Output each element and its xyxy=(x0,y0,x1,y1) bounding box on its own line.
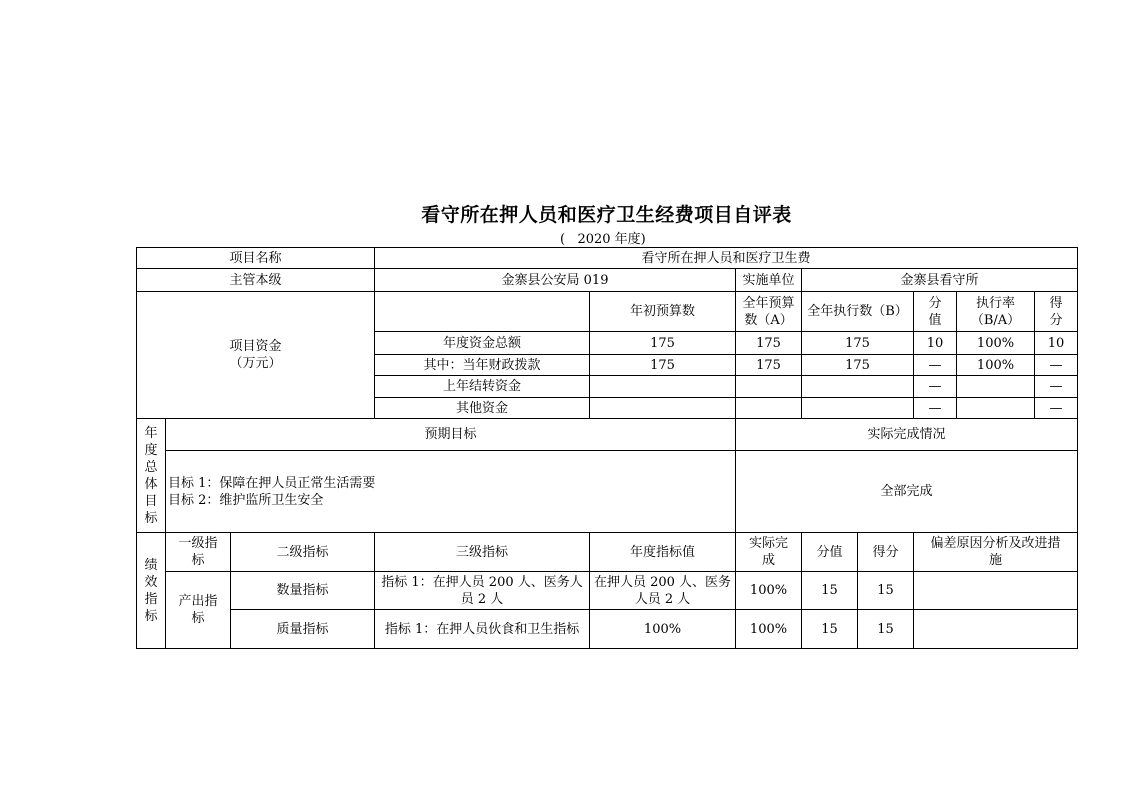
funds-row-score: — xyxy=(914,376,957,398)
indicator-score: 15 xyxy=(802,610,858,649)
actual-completion-value: 全部完成 xyxy=(736,451,1078,533)
full-year-budget-header: 全年预算数（A） xyxy=(736,292,802,332)
funds-row-got: — xyxy=(1035,355,1078,376)
expected-goals xyxy=(166,451,736,533)
goal-header-row xyxy=(137,419,1078,451)
deviation-header: 偏差原因分析及改进措 施 xyxy=(914,533,1078,572)
funds-row-rate xyxy=(957,398,1035,419)
annual-value-header: 年度指标值 xyxy=(590,533,736,572)
funds-row-score: — xyxy=(914,355,957,376)
level1-header: 一级指 标 xyxy=(166,533,231,572)
funds-row-start: 175 xyxy=(590,332,736,355)
score-header: 分值 xyxy=(802,533,858,572)
funds-row-start xyxy=(590,376,736,398)
performance-indicator-label: 绩 效 指 标 xyxy=(137,533,166,649)
project-name-label: 项目名称 xyxy=(137,248,375,269)
indicator-level3: 指标 1：在押人员 200 人、医务人员 2 人 xyxy=(375,572,590,610)
indicator-got: 15 xyxy=(858,572,914,610)
goal-1: 目标 1：保障在押人员正常生活需要 xyxy=(168,475,376,491)
implementer-value: 金寨县看守所 xyxy=(802,269,1078,292)
funds-row-label: 其他资金 xyxy=(375,398,590,419)
funds-corner-cell xyxy=(375,292,590,332)
funds-row-exec: 175 xyxy=(802,332,914,355)
indicator-row xyxy=(137,610,1078,649)
indicator-score: 15 xyxy=(802,572,858,610)
indicator-level3: 指标 1：在押人员伙食和卫生指标 xyxy=(375,610,590,649)
indicator-deviation xyxy=(914,610,1078,649)
document-title: 看守所在押人员和医疗卫生经费项目自评表 xyxy=(421,204,792,226)
project-name-row xyxy=(137,248,1078,269)
output-indicator-label: 产出指 标 xyxy=(166,572,231,649)
goal-content-row xyxy=(137,451,1078,533)
indicator-annual-value: 在押人员 200 人、医务人员 2 人 xyxy=(590,572,736,610)
level3-header: 三级指标 xyxy=(375,533,590,572)
got-score-header: 得 分 xyxy=(1035,292,1078,332)
funds-row-label: 其中：当年财政拨款 xyxy=(375,355,590,376)
funds-row-start xyxy=(590,398,736,419)
supervisor-row xyxy=(137,269,1078,292)
score-value-header: 分 值 xyxy=(914,292,957,332)
actual-done-header: 实际完 成 xyxy=(736,533,802,572)
full-year-exec-header: 全年执行数（B） xyxy=(802,292,914,332)
indicator-level2: 质量指标 xyxy=(231,610,375,649)
indicator-actual-done: 100% xyxy=(736,610,802,649)
got-header: 得分 xyxy=(858,533,914,572)
annual-goal-label: 年 度 总 体 目 标 xyxy=(137,419,166,533)
actual-completion-header: 实际完成情况 xyxy=(736,419,1078,451)
indicator-actual-done: 100% xyxy=(736,572,802,610)
indicator-level2: 数量指标 xyxy=(231,572,375,610)
goal-2: 目标 2：维护监所卫生安全 xyxy=(168,492,324,508)
expected-goal-header: 预期目标 xyxy=(166,419,736,451)
year-label: ( 2020 年度) xyxy=(560,232,646,247)
funds-row-budget: 175 xyxy=(736,332,802,355)
funds-row-budget xyxy=(736,398,802,419)
indicator-header-row xyxy=(137,533,1078,572)
self-evaluation-table xyxy=(136,247,1078,649)
project-name-value: 看守所在押人员和医疗卫生费 xyxy=(375,248,1078,269)
level2-header: 二级指标 xyxy=(231,533,375,572)
funds-row-got: 10 xyxy=(1035,332,1078,355)
funds-row-score: 10 xyxy=(914,332,957,355)
funds-row-rate xyxy=(957,376,1035,398)
indicator-got: 15 xyxy=(858,610,914,649)
funds-row-rate: 100% xyxy=(957,332,1035,355)
indicator-deviation xyxy=(914,572,1078,610)
funds-row-exec: 175 xyxy=(802,355,914,376)
funds-row-exec xyxy=(802,398,914,419)
funds-label: 项目资金 （万元） xyxy=(137,292,375,419)
funds-row-got: — xyxy=(1035,376,1078,398)
supervisor-value: 金寨县公安局 019 xyxy=(375,269,736,292)
funds-row-start: 175 xyxy=(590,355,736,376)
indicator-row xyxy=(137,572,1078,610)
funds-header-row xyxy=(137,292,1078,332)
funds-row-budget xyxy=(736,376,802,398)
indicator-annual-value: 100% xyxy=(590,610,736,649)
supervisor-label: 主管本级 xyxy=(137,269,375,292)
funds-row-rate: 100% xyxy=(957,355,1035,376)
implementer-label: 实施单位 xyxy=(736,269,802,292)
funds-row-score: — xyxy=(914,398,957,419)
year-start-budget-header: 年初预算数 xyxy=(590,292,736,332)
funds-row-exec xyxy=(802,376,914,398)
exec-rate-header: 执行率 （B/A） xyxy=(957,292,1035,332)
funds-row-label: 上年结转资金 xyxy=(375,376,590,398)
funds-row-label: 年度资金总额 xyxy=(375,332,590,355)
funds-row-budget: 175 xyxy=(736,355,802,376)
funds-row-got: — xyxy=(1035,398,1078,419)
